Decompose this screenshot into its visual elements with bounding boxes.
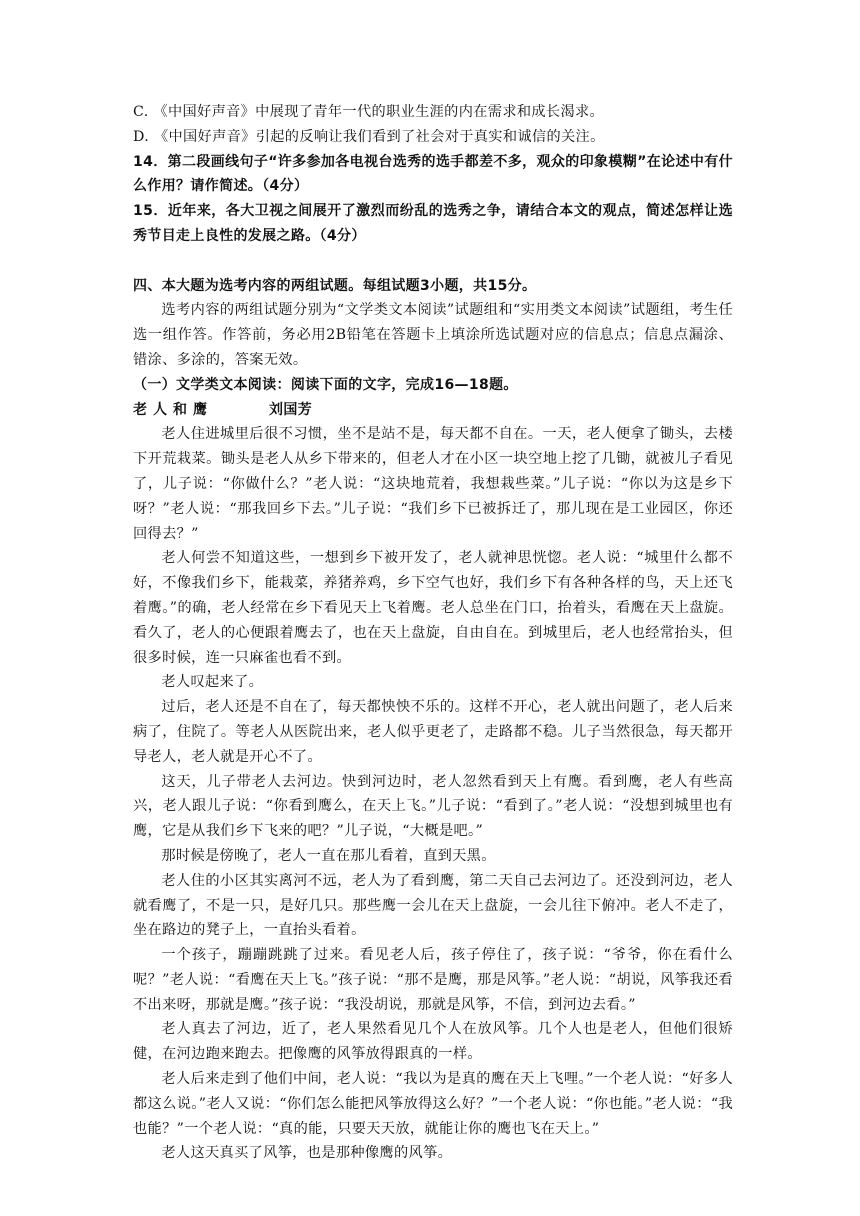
section-heading: 四、本大题为选考内容的两组试题。每组试题3小题，共15分。	[133, 277, 537, 294]
story-paragraph: 老人这天真买了风筝，也是那种像鹰的风筝。	[161, 1145, 453, 1162]
subsection-heading: （一）文学类文本阅读：阅读下面的文字，完成16—18题。	[133, 376, 518, 393]
story-paragraph: 那时候是傍晚了，老人一直在那儿看着，直到天黑。	[161, 847, 496, 864]
story-paragraph: 这天，儿子带老人去河边。快到河边时，老人忽然看到天上有鹰。看到鹰，老人有些高兴，老人跟儿子说：“你看到鹰么，在天上飞。”儿子说：“看到了。”老人说：“没想到城里也有鹰，它是从我们乡下飞来的吧？”儿子说，“大概是吧。”	[133, 773, 733, 840]
option-c: C. 《中国好声音》中展现了青年一代的职业生涯的内在需求和成长渴求。	[133, 104, 605, 120]
story-paragraph: 过后，老人还是不自在了，每天都怏怏不乐的。这样不开心，老人就出问题了，老人后来病了，住院了。等老人从医院出来，老人似乎更老了，走路都不稳。儿子当然很急，每天都开导老人，老人就是开心不了。	[133, 699, 733, 765]
story-paragraph: 老人住的小区其实离河不远，老人为了看到鹰，第二天自己去河边了。还没到河边，老人就看鹰了，不是一只，是好几只。那些鹰一会儿在天上盘旋，一会儿往下俯冲。老人不走了，坐在路边的凳子上，一直抬头看着。	[133, 872, 733, 939]
question-14: 14．第二段画线句子“许多参加各电视台选秀的选手都差不多，观众的印象模糊”在论述中有什么作用？请作简述。（4分）	[133, 153, 733, 195]
page-content	[133, 100, 733, 1166]
spacer	[133, 249, 733, 274]
story-author: 刘国芳	[269, 401, 313, 418]
story-paragraph: 老人后来走到了他们中间，老人说：“我以为是真的鹰在天上飞哩。”一个老人说：“好多人都这么说。”老人又说：“你们怎么能把风筝放得这么好？”一个老人说：“你也能。”老人说：“我也能？”一个老人说：“真的能，只要天天放，就能让你的鹰也飞在天上。”	[133, 1071, 733, 1137]
story-paragraph: 老人真去了河边，近了，老人果然看见几个人在放风筝。几个人也是老人，但他们很矫健，在河边跑来跑去。把像鹰的风筝放得跟真的一样。	[133, 1021, 733, 1063]
story-paragraph: 老人叹起来了。	[161, 674, 264, 691]
story-title-line	[133, 398, 733, 423]
story-paragraph: 老人住进城里后很不习惯，坐不是站不是，每天都不自在。一天，老人便拿了锄头，去楼下开荒栽菜。锄头是老人从乡下带来的，但老人才在小区一块空地上挖了几锄，就被儿子看见了，儿子说：“你做什么？”老人说：“这块地荒着，我想栽些菜。”儿子说：“你以为这是乡下呀？”老人说：“那我回乡下去。”儿子说：“我们乡下已被拆迁了，那儿现在是工业园区，你还回得去？”	[133, 426, 733, 542]
story-title: 老人和鹰	[133, 401, 213, 418]
story-paragraph: 一个孩子，蹦蹦跳跳了过来。看见老人后，孩子停住了，孩子说：“爷爷，你在看什么呢？”老人说：“看鹰在天上飞。”孩子说：“那不是鹰，那是风筝。”老人说：“胡说，风筝我还看不出来呀，那就是鹰。”孩子说：“我没胡说，那就是风筝，不信，到河边去看。”	[133, 947, 733, 1013]
question-15: 15．近年来，各大卫视之间展开了激烈而纷乱的选秀之争，请结合本文的观点，简述怎样让选秀节目走上良性的发展之路。（4分）	[133, 203, 733, 244]
section-instruction: 选考内容的两组试题分别为“文学类文本阅读”试题组和“实用类文本阅读”试题组，考生任选一组作答。作答前，务必用2B铅笔在答题卡上填涂所选试题对应的信息点；信息点漏涂、错涂、多涂的，答案无效。	[133, 302, 733, 368]
option-d: D. 《中国好声音》引起的反响让我们看到了社会对于真实和诚信的关注。	[133, 128, 605, 145]
story-paragraph: 老人何尝不知道这些，一想到乡下被开发了，老人就神思恍惚。老人说：“城里什么都不好，不像我们乡下，能栽菜，养猪养鸡，乡下空气也好，我们乡下有各种各样的鸟，天上还飞着鹰。”的确，老人经常在乡下看见天上飞着鹰。老人总坐在门口，抬着头，看鹰在天上盘旋。看久了，老人的心便跟着鹰去了，也在天上盘旋，自由自在。到城里后，老人也经常抬头，但很多时候，连一只麻雀也看不到。	[133, 550, 733, 666]
